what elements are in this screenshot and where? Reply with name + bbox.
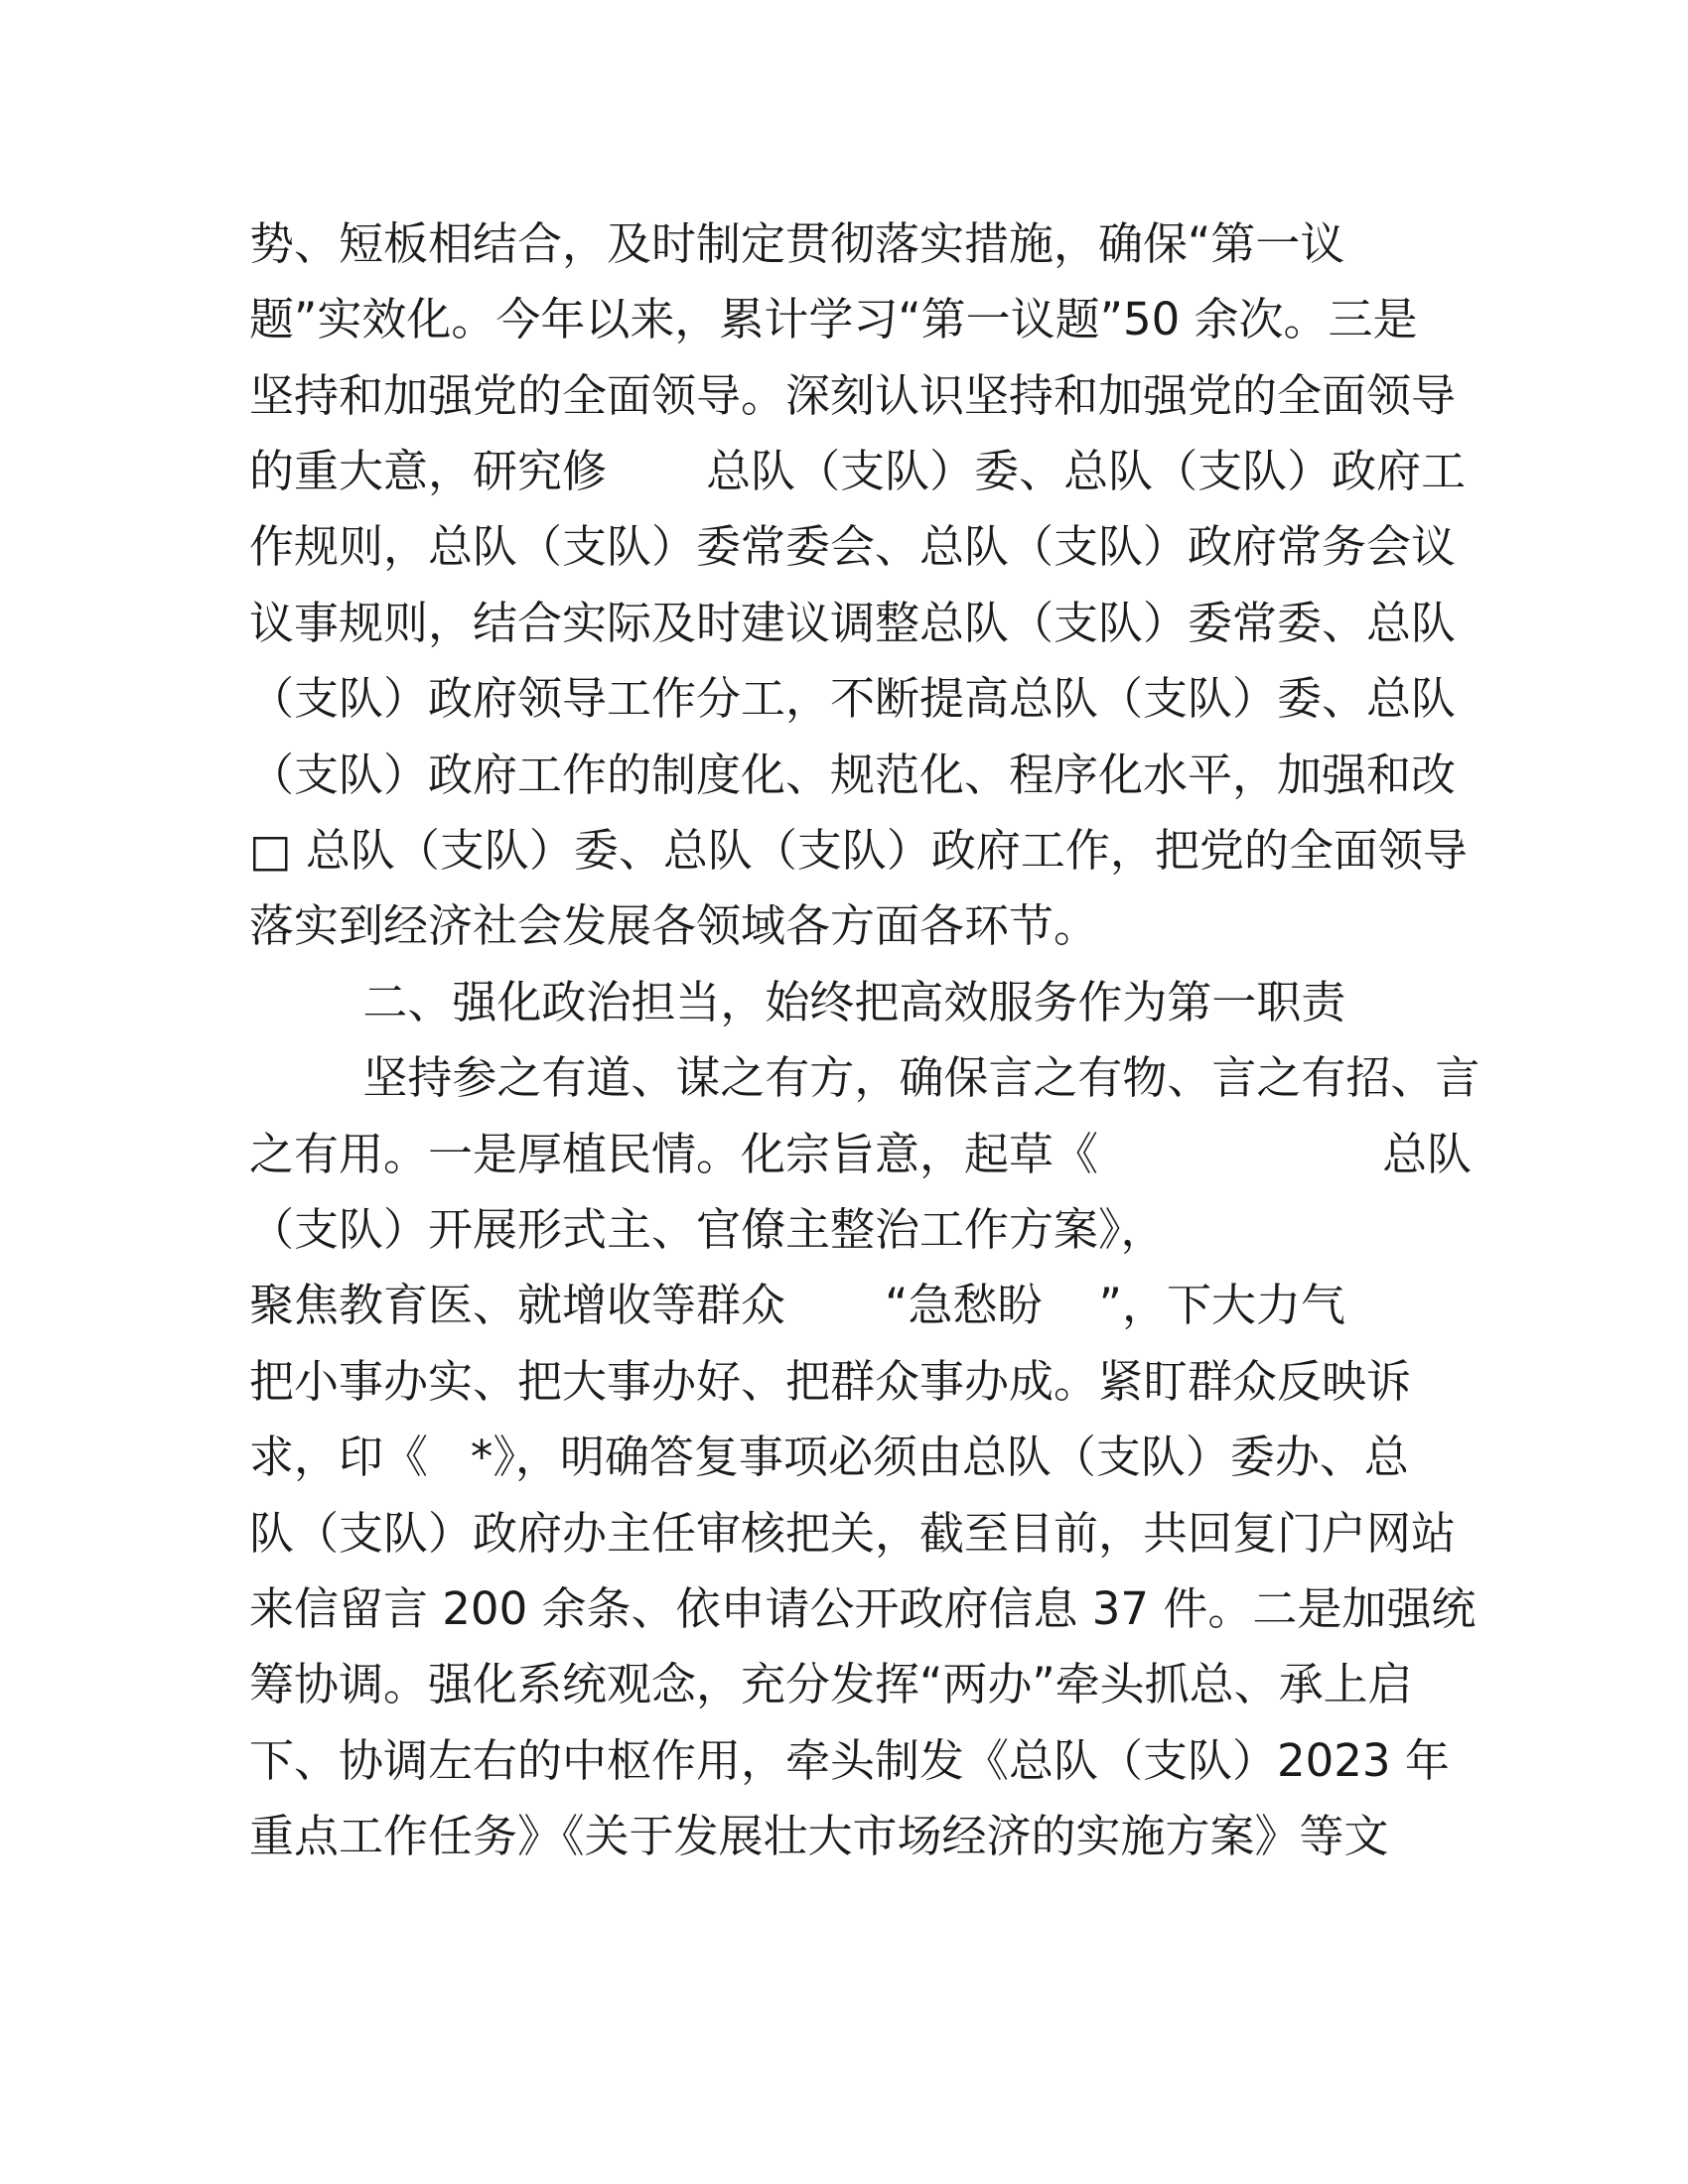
text-line: 聚焦教育医、就增收等群众 “急愁盼 ”，下大力气 — [249, 1279, 1345, 1331]
text-line: 落实到经济社会发展各领域各方面各环节。 — [249, 899, 1099, 952]
text-line: 势、短板相结合，及时制定贯彻落实措施，确保“第一议 — [249, 217, 1345, 270]
text-line: （支队）开展形式主、官僚主整治工作方案》， — [249, 1203, 1166, 1256]
text-line: 重点工作任务》《关于发展壮大市场经济的实施方案》等文 — [249, 1810, 1389, 1862]
text-line: 求，印《 *》，明确答复事项必须由总队（支队）委办、总 — [249, 1431, 1409, 1483]
text-line: 来信留言 200 余条、依申请公开政府信息 37 件。二是加强统 — [249, 1582, 1477, 1635]
text-line: （支队）政府领导工作分工，不断提高总队（支队）委、总队 — [249, 672, 1457, 725]
text-line: 坚持参之有道、谋之有方，确保言之有物、言之有招、言 — [249, 1051, 1480, 1104]
section-heading: 二、强化政治担当，始终把高效服务作为第一职责 — [249, 976, 1346, 1028]
text-line: （支队）政府工作的制度化、规范化、程序化水平，加强和改 — [249, 749, 1457, 801]
text-line: 的重大意，研究修 总队（支队）委、总队（支队）政府工 — [249, 445, 1467, 497]
text-line: 下、协调左右的中枢作用，牵头制发《总队（支队）2023 年 — [249, 1734, 1450, 1787]
text-line: 作规则，总队（支队）委常委会、总队（支队）政府常务会议 — [249, 520, 1457, 573]
text-line: 队（支队）政府办主任审核把关，截至目前，共回复门户网站 — [249, 1507, 1457, 1560]
text-line: 坚持和加强党的全面领导。深刻认识坚持和加强党的全面领导 — [249, 369, 1457, 422]
text-line: 筹协调。强化系统观念，充分发挥“两办”牵头抓总、承上启 — [249, 1658, 1413, 1710]
text-line: 之有用。一是厚植民情。化宗旨意，起草《 总队 — [249, 1128, 1473, 1180]
text-line: 题”实效化。今年以来，累计学习“第一议题”50 余次。三是 — [249, 293, 1418, 345]
text-line: 把小事办实、把大事办好、把群众事办成。紧盯群众反映诉 — [249, 1355, 1412, 1408]
text-line: □ 总队（支队）委、总队（支队）政府工作，把党的全面领导 — [249, 824, 1468, 877]
text-line: 议事规则，结合实际及时建议调整总队（支队）委常委、总队 — [249, 597, 1457, 649]
